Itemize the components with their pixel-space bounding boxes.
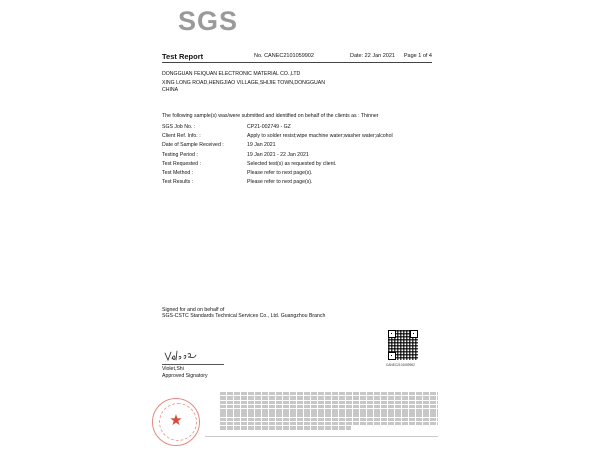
client-name: DONGGUAN FEIQUAN ELECTRONIC MATERIAL CO.,LTD bbox=[162, 71, 301, 77]
signatory-name: Violet,Shi bbox=[162, 366, 184, 372]
field-value: Please refer to next page(s). bbox=[247, 169, 313, 176]
field-label: Testing Period : bbox=[162, 151, 198, 158]
sgs-logo: SGS bbox=[178, 6, 239, 36]
field-label: Test Method : bbox=[162, 169, 194, 176]
field-value: Please refer to next page(s). bbox=[247, 179, 313, 186]
qr-caption: CANEC2101059902 bbox=[386, 363, 415, 367]
signature-line bbox=[162, 364, 224, 365]
client-address-line1: XING LONG ROAD,HENGJIAO VILLAGE,SHIJIE TOWN,DONGGUAN bbox=[162, 80, 325, 86]
field-label: Test Requested : bbox=[162, 160, 201, 167]
field-label: SGS Job No. : bbox=[162, 124, 196, 130]
client-address-line2: CHINA bbox=[162, 86, 179, 93]
qr-code-icon bbox=[388, 330, 418, 360]
field-value: Apply to solder resist;wipe machine water;washer water;alcohol bbox=[247, 133, 393, 140]
signed-on-behalf: Signed for and on behalf of bbox=[162, 307, 225, 313]
report-page bbox=[150, 0, 450, 450]
signing-company: SGS-CSTC Standards Technical Services Co., Ltd. Guangzhou Branch bbox=[162, 313, 326, 319]
company-seal-icon: ★ bbox=[152, 398, 200, 446]
field-label: Test Results : bbox=[162, 179, 194, 186]
field-value: 19 Jan 2021 bbox=[247, 142, 276, 149]
field-label: Client Ref. Info. : bbox=[162, 133, 201, 140]
footer-divider bbox=[205, 436, 438, 437]
field-label: Date of Sample Received : bbox=[162, 142, 224, 149]
page-number: Page 1 of 4 bbox=[403, 53, 432, 59]
handwritten-signature bbox=[164, 349, 198, 363]
field-value: CP21-002749 - GZ bbox=[247, 124, 291, 130]
report-title: Test Report bbox=[162, 52, 204, 61]
field-value: Selected test(s) as requested by client. bbox=[247, 160, 337, 167]
signatory-role: Approved Signatory bbox=[162, 372, 208, 379]
field-value: 19 Jan 2021 - 22 Jan 2021 bbox=[247, 151, 309, 158]
sample-intro: The following sample(s) was/were submitted and identified on behalf of the clients as : Thinner bbox=[162, 113, 379, 119]
report-number: No. CANEC2101059902 bbox=[254, 53, 314, 59]
terms-fine-print bbox=[220, 392, 438, 431]
header-divider bbox=[162, 62, 432, 63]
report-date: Date: 22 Jan 2021 bbox=[350, 53, 395, 59]
